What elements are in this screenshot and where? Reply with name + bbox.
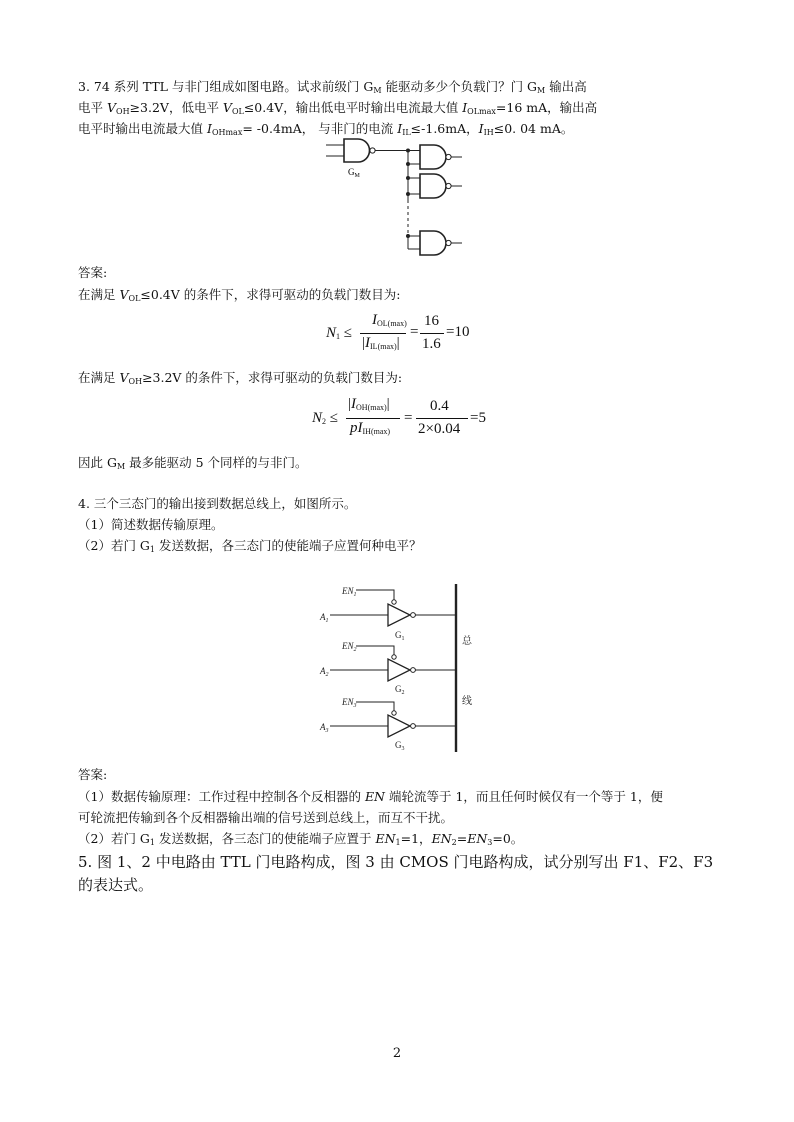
q3-line-1: 3. 74 系列 TTL 与非门组成如图电路。试求前级门 $G_M$ 能驱动多少个负载门？门 $G_M$ 输出高 — [78, 79, 587, 95]
q4-title: 4. 三个三态门的输出接到数据总线上，如图所示。 — [78, 496, 357, 511]
q3-line-2: 电平 $V_{OH}\ge 3.2V$，低电平 $V_{OL}\le 0.4V$，输出低电平时输出电流最大值 $I_{OLmax}=16$ mA，输出高 — [78, 100, 598, 116]
q4-answer-1-line-1: （1）数据传输原理：工作过程中控制各个反相器的 EN 端轮流等于 1，而且任何时候仅有一个等于 1，便 — [78, 789, 663, 804]
q3-condition-2: 在满足 $V_{OH}\ge 3.2V$ 的条件下，求得可驱动的负载门数目为: — [78, 370, 403, 386]
q3-answer-label: 答案: — [78, 265, 108, 280]
q5-line-1: 5. 图 1、2 中电路由 TTL 门电路构成，图 3 由 CMOS 门电路构成，试分别写出 F1、F2、F3 — [78, 853, 714, 871]
en3-label: $EN_3$ — [342, 697, 357, 709]
q5-line-2: 的表达式。 — [78, 876, 154, 894]
g3-label: $G_3$ — [395, 740, 405, 752]
q4-answer-label: 答案: — [78, 767, 108, 782]
g2-label: $G_2$ — [395, 684, 405, 696]
q4-item-2: （2）若门 $G_1$ 发送数据，各三态门的使能端子应置何种电平？ — [78, 538, 422, 554]
nand-fanout-diagram — [320, 134, 470, 264]
q4-item-1: （1）简述数据传输原理。 — [78, 517, 224, 532]
a3-label: $A_3$ — [320, 722, 329, 734]
bus-label-bottom: 线 — [462, 696, 472, 707]
page-number: 2 — [392, 1046, 402, 1061]
q3-conclusion: 因此 $G_M$ 最多能驱动 5 个同样的与非门。 — [78, 455, 308, 471]
g1-label: $G_1$ — [395, 630, 405, 642]
a2-label: $A_2$ — [320, 666, 329, 678]
q3-line-3: 电平时输出电流最大值 $I_{OHmax}= -0.4mA$， 与非门的电流 $I_{IL}\le-1.6mA$，$I_{IH}\le 0$. 04 mA。 — [78, 121, 574, 137]
gm-label: $G_M$ — [348, 167, 360, 179]
en1-label: $EN_1$ — [342, 586, 357, 598]
q4-answer-1-line-2: 可轮流把传输到各个反相器输出端的信号送到总线上，而互不干扰。 — [78, 810, 454, 825]
a1-label: $A_1$ — [320, 612, 329, 624]
q3-condition-1: 在满足 $V_{OL}\le 0.4V$ 的条件下，求得可驱动的负载门数目为: — [78, 287, 401, 303]
q4-answer-2: （2）若门 $G_1$ 发送数据，各三态门的使能端子应置于 $EN_1=1$，$EN_2=EN_3=0$。 — [78, 831, 524, 847]
bus-label-top: 总 — [462, 636, 472, 647]
en2-label: $EN_2$ — [342, 641, 357, 653]
tristate-bus-diagram — [316, 578, 496, 758]
